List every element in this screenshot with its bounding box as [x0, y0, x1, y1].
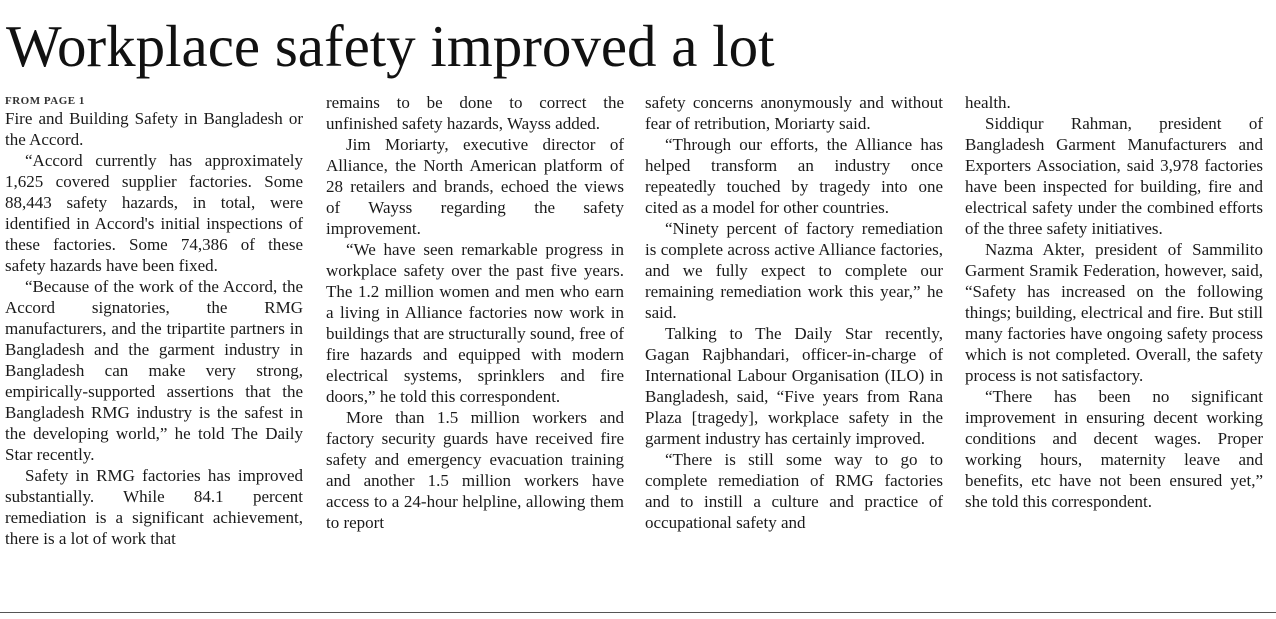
paragraph: “Ninety percent of factory remediation is complete across active Alliance factories, and we fully expect to complete our remaining remediation work this year,” he said.	[645, 219, 943, 322]
paragraph: Nazma Akter, president of Sammilito Garment Sramik Federation, however, said, “Safety has increased on the following things; building, electrical and fire. But still many factories have ongoing safety process which is not completed. Overall, the safety process is not satisfactory.	[965, 240, 1263, 385]
paragraph: health.	[965, 93, 1011, 112]
column-1	[5, 92, 303, 549]
paragraph: “Accord currently has approximately 1,625 covered supplier factories. Some 88,443 safety hazards, in total, were identified in Accord's initial inspections of these factories. Some 74,386 of these safety hazards have been fixed.	[5, 151, 303, 275]
jump-label: FROM PAGE 1	[5, 95, 85, 107]
paragraph: “We have seen remarkable progress in workplace safety over the past five years. The 1.2 million women and men who earn a living in Alliance factories now work in buildings that are structurally sound, free of fire hazards and equipped with modern electrical systems, sprinklers and fire doors,” he told this correspondent.	[326, 240, 624, 406]
article-body	[0, 92, 1276, 612]
paragraph: “There has been no significant improvement in ensuring decent working conditions and decent wages. Proper working hours, maternity leave and benefits, etc have not been ensured yet,” she told this correspondent.	[965, 387, 1263, 511]
paragraph: remains to be done to correct the unfinished safety hazards, Wayss added.	[326, 93, 624, 133]
paragraph: “There is still some way to go to complete remediation of RMG factories and to instill a culture and practice of occupational safety and	[645, 450, 943, 532]
paragraph: Talking to The Daily Star recently, Gagan Rajbhandari, officer-in-charge of International Labour Organisation (ILO) in Bangladesh, said, “Five years from Rana Plaza [tragedy], workplace safety in the garment industry has certainly improved.	[645, 324, 943, 448]
paragraph: “Through our efforts, the Alliance has helped transform an industry once repeatedly touched by tragedy into one cited as a model for other countries.	[645, 135, 943, 217]
paragraph: Jim Moriarty, executive director of Alliance, the North American platform of 28 retailers and brands, echoed the views of Wayss regarding the safety improvement.	[326, 135, 624, 238]
paragraph: Siddiqur Rahman, president of Bangladesh Garment Manufacturers and Exporters Association, said 3,978 factories have been inspected for building, fire and electrical safety under the combined efforts of the three safety initiatives.	[965, 114, 1263, 238]
paragraph: Fire and Building Safety in Bangladesh or the Accord.	[5, 109, 303, 149]
paragraph: safety concerns anonymously and without fear of retribution, Moriarty said.	[645, 93, 943, 133]
column-3	[645, 92, 943, 533]
bottom-rule	[0, 612, 1276, 613]
paragraph: “Because of the work of the Accord, the Accord signatories, the RMG manufacturers, and the tripartite partners in Bangladesh and the garment industry in Bangladesh can make very strong, empirically-supported assertions that the Bangladesh RMG industry is the safest in the developing world,” he told The Daily Star recently.	[5, 277, 303, 464]
headline: Workplace safety improved a lot	[6, 13, 775, 79]
column-4	[965, 92, 1263, 512]
column-2	[326, 92, 624, 533]
paragraph: More than 1.5 million workers and factory security guards have received fire safety and emergency evacuation training and another 1.5 million workers have access to a 24-hour helpline, allowing them to report	[326, 408, 624, 532]
paragraph: Safety in RMG factories has improved substantially. While 84.1 percent remediation is a significant achievement, there is a lot of work that	[5, 466, 303, 548]
